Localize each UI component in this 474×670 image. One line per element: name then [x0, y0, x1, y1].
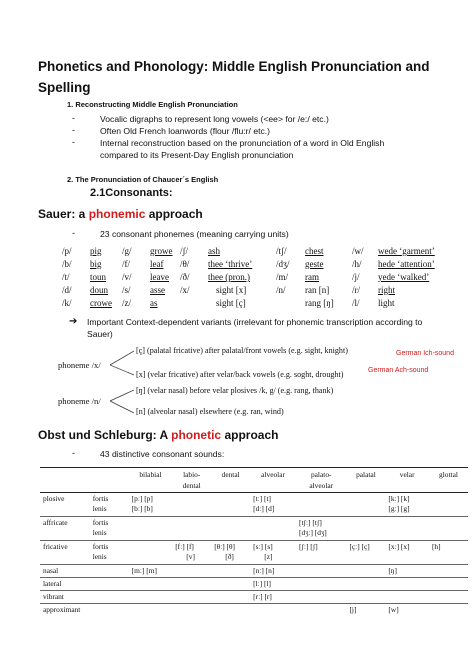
col-header: dental: [211, 468, 250, 493]
table-row: [40, 493, 468, 517]
manner-label: vibrant: [40, 591, 90, 604]
bullet-1: Vocalic digraphs to represent long vowels (<ee> for /e:/ etc.): [100, 114, 329, 124]
table-cell: [θː] [θ] [ð]: [211, 541, 250, 565]
table-cell: [fː] [f] [v]: [172, 541, 211, 565]
table-cell: [346, 517, 385, 541]
table-cell: [sː] [s] [z]: [250, 541, 296, 565]
table-cell: [385, 578, 429, 591]
table-cell: [250, 604, 296, 617]
table-cell: [172, 493, 211, 517]
obst-bullet: 43 distinctive consonant sounds:: [100, 449, 225, 459]
n-variant-alveolar: [n] (alveolar nasal) elsewhere (e.g. ran, wind): [136, 407, 284, 416]
table-row: [40, 604, 468, 617]
col-header: labio- dental: [172, 468, 211, 493]
table-cell: [211, 604, 250, 617]
manner-label: approximant: [40, 604, 90, 617]
bullet-dash: -: [72, 448, 75, 458]
branch-lines: [110, 385, 136, 421]
voicing-label: fortis lenis: [90, 541, 129, 565]
table-cell: [j]: [346, 604, 385, 617]
voicing-label: fortis lenis: [90, 517, 129, 541]
table-cell: [xː] [x]: [385, 541, 429, 565]
section-1-heading: 1. Reconstructing Middle English Pronunciation: [67, 100, 238, 109]
table-cell: [rː] [r]: [250, 591, 296, 604]
table-cell: [129, 541, 173, 565]
bullet-2: Often Old French loanwords (flour /flu:r/ etc.): [100, 126, 271, 136]
col-header: alveolar: [250, 468, 296, 493]
voicing-label: fortis lenis: [90, 493, 129, 517]
consonant-table: [40, 467, 468, 617]
table-row: [40, 578, 468, 591]
table-cell: [nː] [n]: [250, 565, 296, 578]
table-cell: [346, 565, 385, 578]
phoneme-n-label: phoneme /n/: [58, 396, 101, 406]
phoneme-row: /k/ crowe /z/ as sight [ç] rang [ŋ] /l/ light: [62, 298, 395, 308]
branch-lines: [110, 345, 136, 381]
bullet-dash: -: [72, 113, 75, 123]
table-cell: [211, 591, 250, 604]
table-cell: [250, 517, 296, 541]
table-cell: [385, 517, 429, 541]
phoneme-row: /d/ doun /s/ asse /x/ sight [x] /n/ ran [n] /r/ right: [62, 285, 395, 295]
table-cell: [129, 578, 173, 591]
voicing-label: [90, 565, 129, 578]
table-cell: [tː] [t] [dː] [d]: [250, 493, 296, 517]
col-header: bilabial: [129, 468, 173, 493]
bullet-dash: -: [72, 125, 75, 135]
col-header: velar: [385, 468, 429, 493]
x-variant-velar: [x] (velar fricative) after velar/back vowels (e.g. soght, drought): [136, 370, 344, 379]
table-cell: [172, 604, 211, 617]
table-cell: [296, 604, 346, 617]
table-row: [40, 565, 468, 578]
table-cell: [385, 591, 429, 604]
table-cell: [296, 578, 346, 591]
table-cell: [429, 591, 468, 604]
arrow-right-icon: ➔: [69, 316, 78, 327]
table-cell: [211, 493, 250, 517]
table-cell: [ŋ]: [385, 565, 429, 578]
table-cell: [129, 517, 173, 541]
table-cell: [kː] [k] [gː] [g]: [385, 493, 429, 517]
table-cell: [172, 565, 211, 578]
phoneme-row: /t/ toun /v/ leave /ð/ thee (pron.) /m/ ram /j/ yede ‘walked’: [62, 272, 430, 282]
table-cell: [211, 517, 250, 541]
obst-heading: Obst und Schleburg: A phonetic approach: [38, 428, 279, 442]
table-cell: [172, 517, 211, 541]
table-cell: [172, 591, 211, 604]
table-cell: [296, 565, 346, 578]
table-cell: [346, 578, 385, 591]
manner-label: affricate: [40, 517, 90, 541]
table-cell: [lː] [l]: [250, 578, 296, 591]
table-cell: [429, 604, 468, 617]
sauer-heading: Sauer: a phonemic approach: [38, 207, 203, 221]
bullet-dash: -: [72, 228, 75, 238]
bullet-3: Internal reconstruction based on the pronunciation of a word in Old English compared to its Present-Day English pronunciation: [100, 138, 385, 160]
sauer-bullet: 23 consonant phonemes (meaning carrying units): [100, 229, 289, 239]
table-cell: [346, 591, 385, 604]
x-variant-palatal: [ç] (palatal fricative) after palatal/front vowels (e.g. sight, knight): [136, 346, 348, 355]
manner-label: plosive: [40, 493, 90, 517]
table-row: [40, 517, 468, 541]
table-cell: [129, 591, 173, 604]
table-cell: [tʃː] [tʃ] [dʒː] [dʒ]: [296, 517, 346, 541]
table-cell: [çː] [ç]: [346, 541, 385, 565]
voicing-label: [90, 578, 129, 591]
table-header-row: [40, 468, 468, 493]
arrow-note: Important Context-dependent variants (irrelevant for phonemic transcription according to Sauer): [87, 317, 423, 339]
table-cell: [ʃː] [ʃ]: [296, 541, 346, 565]
table-cell: [mː] [m]: [129, 565, 173, 578]
note-ich-sound: German Ich-sound: [396, 350, 454, 357]
table-row: [40, 591, 468, 604]
bullet-dash: -: [72, 137, 75, 147]
voicing-label: [90, 604, 129, 617]
n-variant-velar: [ŋ] (velar nasal) before velar plosives /k, g/ (e.g. rang, thank): [136, 386, 334, 395]
voicing-label: [90, 591, 129, 604]
table-cell: [429, 578, 468, 591]
table-cell: [211, 565, 250, 578]
col-header: palato- alveolar: [296, 468, 346, 493]
subsection-heading: 2.1Consonants:: [90, 187, 173, 199]
page-title: Phonetics and Phonology: Middle English Pronunciation and Spelling: [38, 59, 430, 95]
table-row: [40, 541, 468, 565]
table-cell: [346, 493, 385, 517]
table-cell: [429, 517, 468, 541]
manner-label: nasal: [40, 565, 90, 578]
table-cell: [429, 565, 468, 578]
table-cell: [211, 578, 250, 591]
table-cell: [w]: [385, 604, 429, 617]
manner-label: lateral: [40, 578, 90, 591]
table-cell: [pː] [p] [bː] [b]: [129, 493, 173, 517]
table-cell: [129, 604, 173, 617]
table-cell: [296, 493, 346, 517]
col-header: palatal: [346, 468, 385, 493]
table-cell: [h]: [429, 541, 468, 565]
phoneme-x-label: phoneme /x/: [58, 360, 101, 370]
col-header: glottal: [429, 468, 468, 493]
phoneme-row: /p/ pig /g/ growe /ʃ/ ash /tʃ/ chest /w/ wede ‘garment’: [62, 246, 435, 256]
note-ach-sound: German Ach-sound: [368, 367, 429, 374]
manner-label: fricative: [40, 541, 90, 565]
table-cell: [429, 493, 468, 517]
phoneme-row: /b/ big /f/ leaf /θ/ thee ‘thrive’ /dʒ/ geste /h/ hede ‘attention’: [62, 259, 435, 269]
table-cell: [296, 591, 346, 604]
table-cell: [172, 578, 211, 591]
section-2-heading: 2. The Pronunciation of Chaucer´s English: [67, 175, 219, 184]
